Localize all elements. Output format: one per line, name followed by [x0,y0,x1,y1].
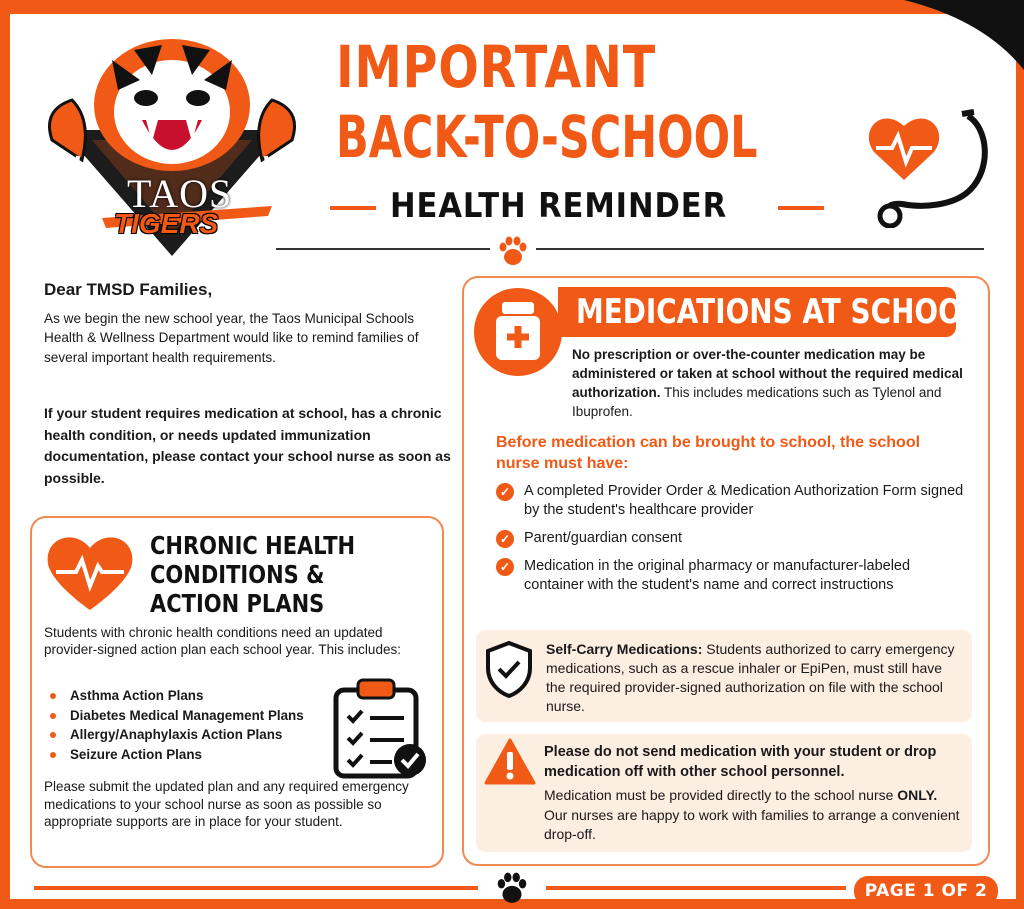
list-item: ✓ Parent/guardian consent [496,529,966,548]
title-line-1: IMPORTANT [336,33,656,101]
logo-text-tigers: TIGERS [114,208,219,239]
nurse-requirements-list [496,482,966,604]
right-border [1016,0,1024,909]
title-line-3: HEALTH REMINDER [390,186,728,226]
list-item: Seizure Action Plans [50,745,304,765]
bullet-icon [50,752,56,758]
action-plan-list [50,686,304,764]
bullet-icon [50,693,56,699]
footer-paw-icon [494,870,530,906]
list-item: ✓ Medication in the original pharmacy or manufacturer-labeled container with the student's name and correct instructions [496,557,966,595]
paw-print-icon [496,234,530,268]
list-item: Allergy/Anaphylaxis Action Plans [50,725,304,745]
list-item: Asthma Action Plans [50,686,304,706]
logo-text-taos: TAOS [127,171,233,216]
chronic-title-line-2: CONDITIONS & [150,560,325,589]
check-icon: ✓ [496,483,514,501]
list-item: Diabetes Medical Management Plans [50,706,304,726]
title-dash-right [778,206,824,210]
self-carry-text: Self-Carry Medications: Students authorized to carry emergency medications, such as a rescue inhaler or EpiPen, must still have the required provider-signed authorization on file with the school nurse. [546,641,955,714]
header-rule-left [276,248,490,250]
heart-pulse-icon [44,532,136,612]
medications-intro: No prescription or over-the-counter medication may be administered or taken at school without the required medical authorization. This includes medications such as Tylenol and Ibuprofen. [572,347,963,419]
header-rule-right [536,248,984,250]
page-indicator: PAGE 1 OF 2 [854,876,998,906]
bullet-icon [50,732,56,738]
chronic-title [150,531,355,618]
warning-body: Medication must be provided directly to the school nurse ONLY. Our nurses are happy to work with families to arrange a convenient drop-off. [544,787,960,842]
warning-heading: Please do not send medication with your student or drop medication off with other school personnel. [544,744,937,780]
chronic-footer: Please submit the updated plan and any required emergency medications to your school nurse as soon as possible so appropriate supports are in place for your student. [44,779,409,829]
left-border [0,0,10,909]
taos-tigers-logo [22,20,322,260]
greeting: Dear TMSD Families, [44,280,213,299]
footer-rule-left [34,886,478,890]
chronic-title-line-3: ACTION PLANS [150,589,325,618]
before-medication-heading: Before medication can be brought to school, the school nurse must have: [496,434,921,472]
chronic-title-line-1: CHRONIC HEALTH [150,531,356,560]
medications-title: MEDICATIONS AT SCHOOL [576,292,980,332]
clipboard-checklist-icon [330,676,434,784]
title-dash-left [330,206,376,210]
medicine-bottle-icon [494,300,542,362]
title-line-2: BACK-TO-SCHOOL [336,103,758,171]
list-item: ✓ A completed Provider Order & Medication Authorization Form signed by the student's healthcare provider [496,482,966,520]
shield-check-icon [484,640,534,698]
corner-decoration [894,0,1024,70]
warning-triangle-icon [484,738,536,786]
check-icon: ✓ [496,530,514,548]
intro-bold-paragraph: If your student requires medication at school, has a chronic health condition, or needs updated immunization documentation, please contact your school nurse as soon as possible. [44,405,451,486]
check-icon: ✓ [496,558,514,576]
stethoscope-heart-icon [862,108,1002,228]
footer-rule-right [546,886,846,890]
bullet-icon [50,713,56,719]
intro-paragraph: As we begin the new school year, the Taos Municipal Schools Health & Wellness Department would like to remind families of several important health requirements. [44,311,419,365]
top-border [0,0,1024,14]
chronic-intro: Students with chronic health conditions need an updated provider-signed action plan each school year. This includes: [44,625,401,657]
